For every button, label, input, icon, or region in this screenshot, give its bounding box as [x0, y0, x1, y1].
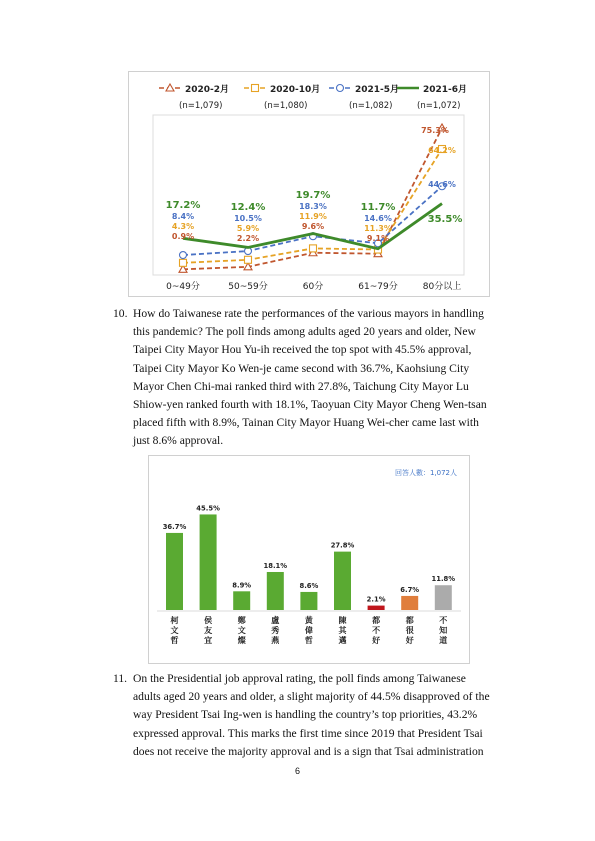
- data-label: 14.6%: [364, 214, 392, 223]
- bar: [300, 592, 317, 610]
- paragraph-line: Taipei City Mayor Hou Yu-ih received the top spot with 45.5% approval,: [133, 343, 472, 357]
- paragraph-line: just 8.6% approval.: [133, 434, 224, 448]
- legend-sample: (n=1,080): [264, 101, 308, 111]
- bar-value-label: 18.1%: [263, 561, 288, 570]
- bar: [233, 591, 250, 610]
- data-label: 10.5%: [234, 214, 262, 223]
- data-point: [245, 256, 252, 263]
- paragraph-number: 11.: [113, 672, 128, 685]
- paragraph-line: does not receive the majority approval and is a sign that Tsai administration: [133, 744, 484, 758]
- x-tick-label: 80分以上: [422, 282, 462, 292]
- paragraph-10: [113, 305, 508, 451]
- legend-sample: (n=1,072): [417, 101, 461, 111]
- square-marker: [310, 245, 317, 252]
- data-label: 75.3%: [421, 126, 449, 135]
- x-tick-label: 50~59分: [228, 282, 268, 292]
- paragraph-line: How do Taiwanese rate the performances of the various mayors in handling: [133, 307, 484, 320]
- bar-chart: [149, 456, 469, 663]
- bar-value-label: 11.8%: [431, 575, 456, 584]
- bar: [200, 514, 217, 610]
- legend-label: 2021-6月: [423, 85, 468, 95]
- paragraph-line: placed fifth with 8.9%, Tainan City Mayor Huang Wei-cher came last with: [133, 416, 479, 430]
- data-point: [180, 259, 187, 266]
- bar-value-label: 27.8%: [330, 541, 355, 550]
- data-label: 64.2%: [428, 146, 456, 155]
- legend-item: [244, 84, 320, 111]
- legend-label: 2020-10月: [270, 85, 321, 95]
- data-label: 11.7%: [360, 202, 396, 213]
- bar-value-label: 8.9%: [232, 581, 252, 590]
- category-label: 黃偉哲: [304, 616, 313, 645]
- data-label: 18.3%: [299, 202, 327, 211]
- paragraph-line: way President Tsai Ing-wen is handling the country’s top priorities, 43.2%: [133, 708, 478, 722]
- data-label: 9.6%: [301, 222, 325, 231]
- circle-marker: [337, 85, 344, 92]
- paragraph-line: this pandemic? The poll finds among adults aged 20 years and older, New: [133, 325, 476, 339]
- data-label: 12.4%: [230, 202, 266, 213]
- data-label: 17.2%: [165, 200, 201, 211]
- category-label: 都不好: [372, 616, 381, 645]
- paragraph-line: expressed approval. This marks the first time since 2019 that President Tsai: [133, 726, 483, 740]
- legend-label: 2021-5月: [355, 85, 400, 95]
- bar-chart-frame: [148, 455, 470, 664]
- data-point: [310, 245, 317, 252]
- bar-value-label: 2.1%: [366, 595, 386, 604]
- x-tick-label: 61~79分: [358, 282, 398, 292]
- x-tick-label: 60分: [302, 282, 324, 292]
- bar: [368, 606, 385, 610]
- category-label: 盧秀燕: [271, 616, 280, 645]
- data-point: [180, 252, 187, 259]
- data-label: 4.3%: [171, 222, 195, 231]
- data-label: 11.3%: [364, 224, 392, 233]
- paragraph-line: Shiow-yen ranked fourth with 18.1%, Taoyuan City Mayor Cheng Wen-tsan: [133, 398, 487, 412]
- square-marker: [245, 256, 252, 263]
- data-label: 9.1%: [366, 234, 390, 243]
- paragraph-number: 10.: [113, 307, 128, 320]
- legend-item: [159, 84, 229, 111]
- bar: [267, 572, 284, 610]
- bar-value-label: 45.5%: [196, 504, 220, 513]
- legend-item: [329, 84, 399, 111]
- category-label: 都很好: [405, 616, 414, 645]
- paragraph-11: [113, 670, 508, 761]
- bar: [401, 596, 418, 610]
- bar-value-label: 8.6%: [299, 581, 319, 590]
- bar: [334, 552, 351, 610]
- paragraph-line: On the Presidential job approval rating, the poll finds among Taiwanese: [133, 672, 466, 685]
- legend-label: 2020-2月: [185, 85, 230, 95]
- data-label: 44.6%: [428, 180, 456, 189]
- data-label: 8.4%: [171, 212, 195, 221]
- paragraph-line: adults aged 20 years and older, a slight majority of 44.5% disapproved of the: [133, 690, 490, 704]
- line-chart-frame: [128, 71, 490, 297]
- page-number: 6: [294, 766, 300, 776]
- category-label: 柯文哲: [170, 616, 179, 645]
- data-label: 5.9%: [236, 224, 260, 233]
- square-marker: [180, 259, 187, 266]
- category-label: 陳其邁: [338, 616, 347, 645]
- square-marker: [252, 85, 259, 92]
- line-chart: [129, 72, 489, 296]
- category-label: 鄭文燦: [237, 616, 246, 645]
- data-label: 35.5%: [427, 214, 463, 225]
- bar: [166, 533, 183, 610]
- data-label: 19.7%: [295, 190, 331, 201]
- respondent-note: 回答人數：1,072人: [394, 469, 457, 477]
- category-label: 侯友宜: [204, 616, 213, 645]
- category-label: 不知道: [439, 616, 448, 645]
- bar-value-label: 36.7%: [162, 522, 187, 531]
- data-label: 0.9%: [171, 232, 195, 241]
- circle-marker: [180, 252, 187, 259]
- bar: [435, 585, 452, 610]
- bar-value-label: 6.7%: [400, 585, 420, 594]
- legend-item: [397, 84, 467, 111]
- paragraph-line: Taipei City Mayor Ko Wen-je came second with 36.7%, Kaohsiung City: [133, 361, 470, 375]
- data-label: 2.2%: [236, 234, 260, 243]
- legend-sample: (n=1,079): [179, 101, 223, 111]
- paragraph-line: Mayor Chen Chi-mai ranked third with 27.8%, Taichung City Mayor Lu: [133, 379, 469, 393]
- x-tick-label: 0~49分: [166, 282, 200, 292]
- data-label: 11.9%: [299, 212, 327, 221]
- legend-sample: (n=1,082): [349, 101, 393, 111]
